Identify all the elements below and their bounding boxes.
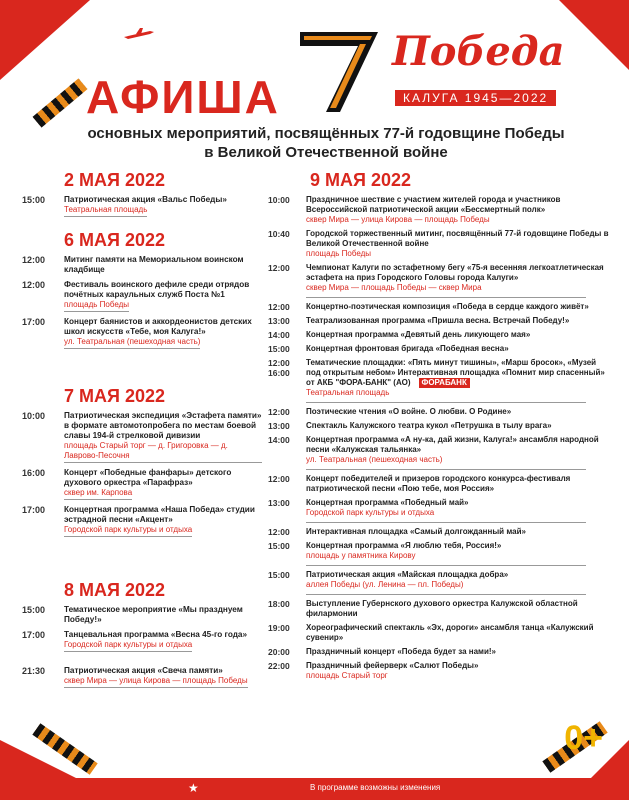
event-item	[268, 647, 610, 657]
day-block-may-6	[22, 230, 262, 354]
event-time: 12:00	[268, 302, 290, 312]
logo-city: КАЛУГА 1945—2022	[395, 90, 556, 106]
divider	[306, 565, 586, 566]
event-time: 14:00	[268, 435, 290, 445]
st-george-ribbon-left	[33, 78, 88, 127]
event-time: 12:00	[22, 255, 46, 265]
event-title: Фестиваль воинского дефиле среди отрядов почётных караульных служб Поста №1	[64, 280, 250, 299]
event-title: Концертная программа «Я люблю тебя, Россия!»	[306, 541, 502, 550]
divider	[306, 522, 586, 523]
event-title: Праздничный концерт «Победа будет за нами!»	[306, 647, 496, 656]
event-item	[268, 263, 610, 293]
event-title: Хореографический спектакль «Эх, дороги» ансамбля танца «Калужский сувенир»	[306, 623, 594, 642]
event-item	[22, 411, 262, 463]
event-time: 12:00	[268, 474, 290, 484]
fora-bank-logo: ФОРАБАНК	[419, 378, 470, 388]
event-item	[268, 421, 610, 431]
day-header: 7 МАЯ 2022	[64, 386, 165, 406]
event-location: Городской парк культуры и отдыха	[64, 640, 192, 652]
event-time: 10:00	[22, 411, 46, 421]
event-item	[268, 407, 610, 417]
event-title: Патриотическая акция «Свеча памяти»	[64, 666, 223, 675]
event-item	[268, 661, 610, 681]
event-location: Театральная площадь	[306, 388, 390, 397]
poster-title: АФИША	[86, 71, 280, 123]
event-location: аллея Победы (ул. Ленина — пл. Победы)	[306, 580, 464, 589]
event-title: Концертная фронтовая бригада «Победная весна»	[306, 344, 509, 353]
event-title: Чемпионат Калуги по эстафетному бегу «75-я весенняя легкоатлетическая эстафета на приз Городского Головы города Калуги»	[306, 263, 604, 282]
corner-decoration-top-left	[0, 0, 90, 80]
event-time: 15:00	[268, 344, 290, 354]
event-time: 13:00	[268, 421, 290, 431]
event-item	[22, 255, 262, 275]
event-location: площадь Победы	[306, 249, 372, 258]
plane-icon	[124, 28, 154, 42]
divider	[306, 594, 586, 595]
event-title: Поэтические чтения «О войне. О любви. О Родине»	[306, 407, 512, 416]
event-location: Театральная площадь	[64, 205, 147, 217]
footer-bar	[0, 778, 629, 800]
event-time: 21:30	[22, 666, 46, 676]
poster-subtitle: основных мероприятий, посвящённых 77-й годовщине Победы в Великой Отечественной войне	[87, 125, 565, 161]
event-location: сквер Мира — улица Кирова — площадь Победы	[306, 215, 490, 224]
event-time: 12:00	[22, 280, 46, 290]
event-time: 18:00	[268, 599, 290, 609]
logo-word: Победа	[392, 28, 565, 75]
divider	[306, 402, 586, 403]
seven-ribbon-icon	[300, 24, 380, 114]
event-title: Патриотическая акция «Майская площадка добра»	[306, 570, 509, 579]
event-time: 15:00	[22, 605, 46, 615]
event-item	[268, 623, 610, 643]
event-title: Тематические площадки: «Пять минут тишины», «Марш бросок», «Музей под открытым небом» Интерактивная площадка «Помнит мир спасенный» от АКБ "ФОРА-БАНК" (АО)	[306, 358, 605, 387]
event-location: ул. Театральная (пешеходная часть)	[64, 337, 200, 349]
event-time: 15:00	[268, 570, 290, 580]
day-block-may-7	[22, 386, 262, 542]
event-title: Концерт «Победные фанфары» детского духового оркестра «Парафраз»	[64, 468, 232, 487]
event-item	[22, 195, 262, 217]
corner-decoration-top-right	[559, 0, 629, 70]
event-item	[268, 541, 610, 561]
event-title: Спектакль Калужского театра кукол «Петрушка в тылу врага»	[306, 421, 552, 430]
star-icon: ★	[188, 781, 199, 795]
event-title: Концертно-поэтическая композиция «Победа в сердце каждого живёт»	[306, 302, 589, 311]
event-item	[268, 229, 610, 259]
event-title: Концертная программа «Наша Победа» студии эстрадной песни «Акцент»	[64, 505, 255, 524]
event-time: 19:00	[268, 623, 290, 633]
event-location: площадь Старый торг — д. Григоровка — д. Лаврово-Песочня	[64, 441, 262, 463]
event-item	[268, 316, 610, 326]
event-item	[22, 666, 262, 688]
event-time: 15:00	[22, 195, 46, 205]
day-header: 8 МАЯ 2022	[64, 580, 165, 600]
event-title: Театрализованная программа «Пришла весна. Встречай Победу!»	[306, 316, 570, 325]
event-time: 16:00	[22, 468, 46, 478]
event-time-end: 16:00	[268, 368, 290, 378]
event-time: 14:00	[268, 330, 290, 340]
event-item	[268, 527, 610, 537]
event-title: Концертная программа «Победный май»	[306, 498, 469, 507]
event-title: Патриотическая акция «Вальс Победы»	[64, 195, 227, 204]
event-location: площадь у памятника Кирову	[306, 551, 416, 560]
event-title: Концертная программа «А ну-ка, дай жизни, Калуга!» ансамбля народной песни «Калужская тальянка»	[306, 435, 599, 454]
event-item	[268, 358, 610, 398]
day-block-may-8	[22, 580, 262, 693]
event-title: Танцевальная программа «Весна 45-го года»	[64, 630, 248, 639]
event-location: ул. Театральная (пешеходная часть)	[306, 455, 443, 464]
event-item	[22, 317, 262, 349]
event-location: площадь Старый торг	[306, 671, 388, 680]
event-time: 12:00	[268, 527, 290, 537]
divider	[306, 297, 586, 298]
event-title: Интерактивная площадка «Самый долгожданный май»	[306, 527, 526, 536]
event-time: 17:00	[22, 630, 46, 640]
event-title: Митинг памяти на Мемориальном воинском кладбище	[64, 255, 244, 274]
event-title: Праздничное шествие с участием жителей города и участников Всероссийской патриотической акции «Бессмертный полк»	[306, 195, 561, 214]
event-item	[268, 474, 610, 494]
event-item	[268, 570, 610, 590]
event-title: Выступление Губернского духового оркестра Калужской областной филармонии	[306, 599, 578, 618]
event-location: Городской парк культуры и отдыха	[64, 525, 192, 537]
event-item	[22, 468, 262, 500]
event-item	[268, 498, 610, 518]
pobeda-logo	[300, 24, 565, 114]
event-item	[22, 505, 262, 537]
event-time: 13:00	[268, 498, 290, 508]
event-time: 12:00	[268, 358, 290, 368]
event-title: Праздничный фейерверк «Салют Победы»	[306, 661, 479, 670]
event-item	[268, 599, 610, 619]
event-item	[22, 605, 262, 625]
event-location: Городской парк культуры и отдыха	[306, 508, 435, 517]
event-title: Городской торжественный митинг, посвящённый 77-й годовщине Победы в Великой Отечественной войне	[306, 229, 609, 248]
event-item	[268, 302, 610, 312]
event-time: 22:00	[268, 661, 290, 671]
event-location: сквер Мира — улица Кирова — площадь Победы	[64, 676, 248, 688]
event-item	[268, 435, 610, 465]
event-time: 12:00	[268, 407, 290, 417]
day-block-may-2	[22, 170, 262, 222]
event-time: 17:00	[22, 317, 46, 327]
event-item	[268, 344, 610, 354]
event-time: 17:00	[22, 505, 46, 515]
event-title: Тематическое мероприятие «Мы празднуем Победу!»	[64, 605, 243, 624]
event-item	[22, 630, 262, 652]
divider	[306, 469, 586, 470]
event-location: сквер им. Карпова	[64, 488, 132, 500]
event-time: 10:00	[268, 195, 290, 205]
event-title: Концерт баянистов и аккордеонистов детских школ искусств «Тебе, моя Калуга!»	[64, 317, 252, 336]
day-header: 6 МАЯ 2022	[64, 230, 165, 250]
event-title: Патриотическая экспедиция «Эстафета памяти» в формате автомотопробега по местам боевой славы 194-й стрелковой дивизии	[64, 411, 262, 440]
footer-note: В программе возможны изменения	[310, 783, 441, 792]
event-time: 12:00	[268, 263, 290, 273]
event-time: 10:40	[268, 229, 290, 239]
event-title: Концертная программа «Девятый день ликующего мая»	[306, 330, 531, 339]
event-location: площадь Победы	[64, 300, 129, 312]
day-header: 2 МАЯ 2022	[64, 170, 165, 190]
event-time: 20:00	[268, 647, 290, 657]
event-time: 13:00	[268, 316, 290, 326]
event-time: 15:00	[268, 541, 290, 551]
right-column	[268, 170, 610, 685]
event-title: Концерт победителей и призеров городского конкурса-фестиваля патриотической песни «Пою тебе, моя Россия»	[306, 474, 571, 493]
age-rating: 0+	[564, 719, 603, 757]
event-item	[268, 330, 610, 340]
event-item	[268, 195, 610, 225]
event-location: сквер Мира — площадь Победы — сквер Мира	[306, 283, 482, 292]
event-item	[22, 280, 262, 312]
day-header: 9 МАЯ 2022	[310, 170, 411, 190]
